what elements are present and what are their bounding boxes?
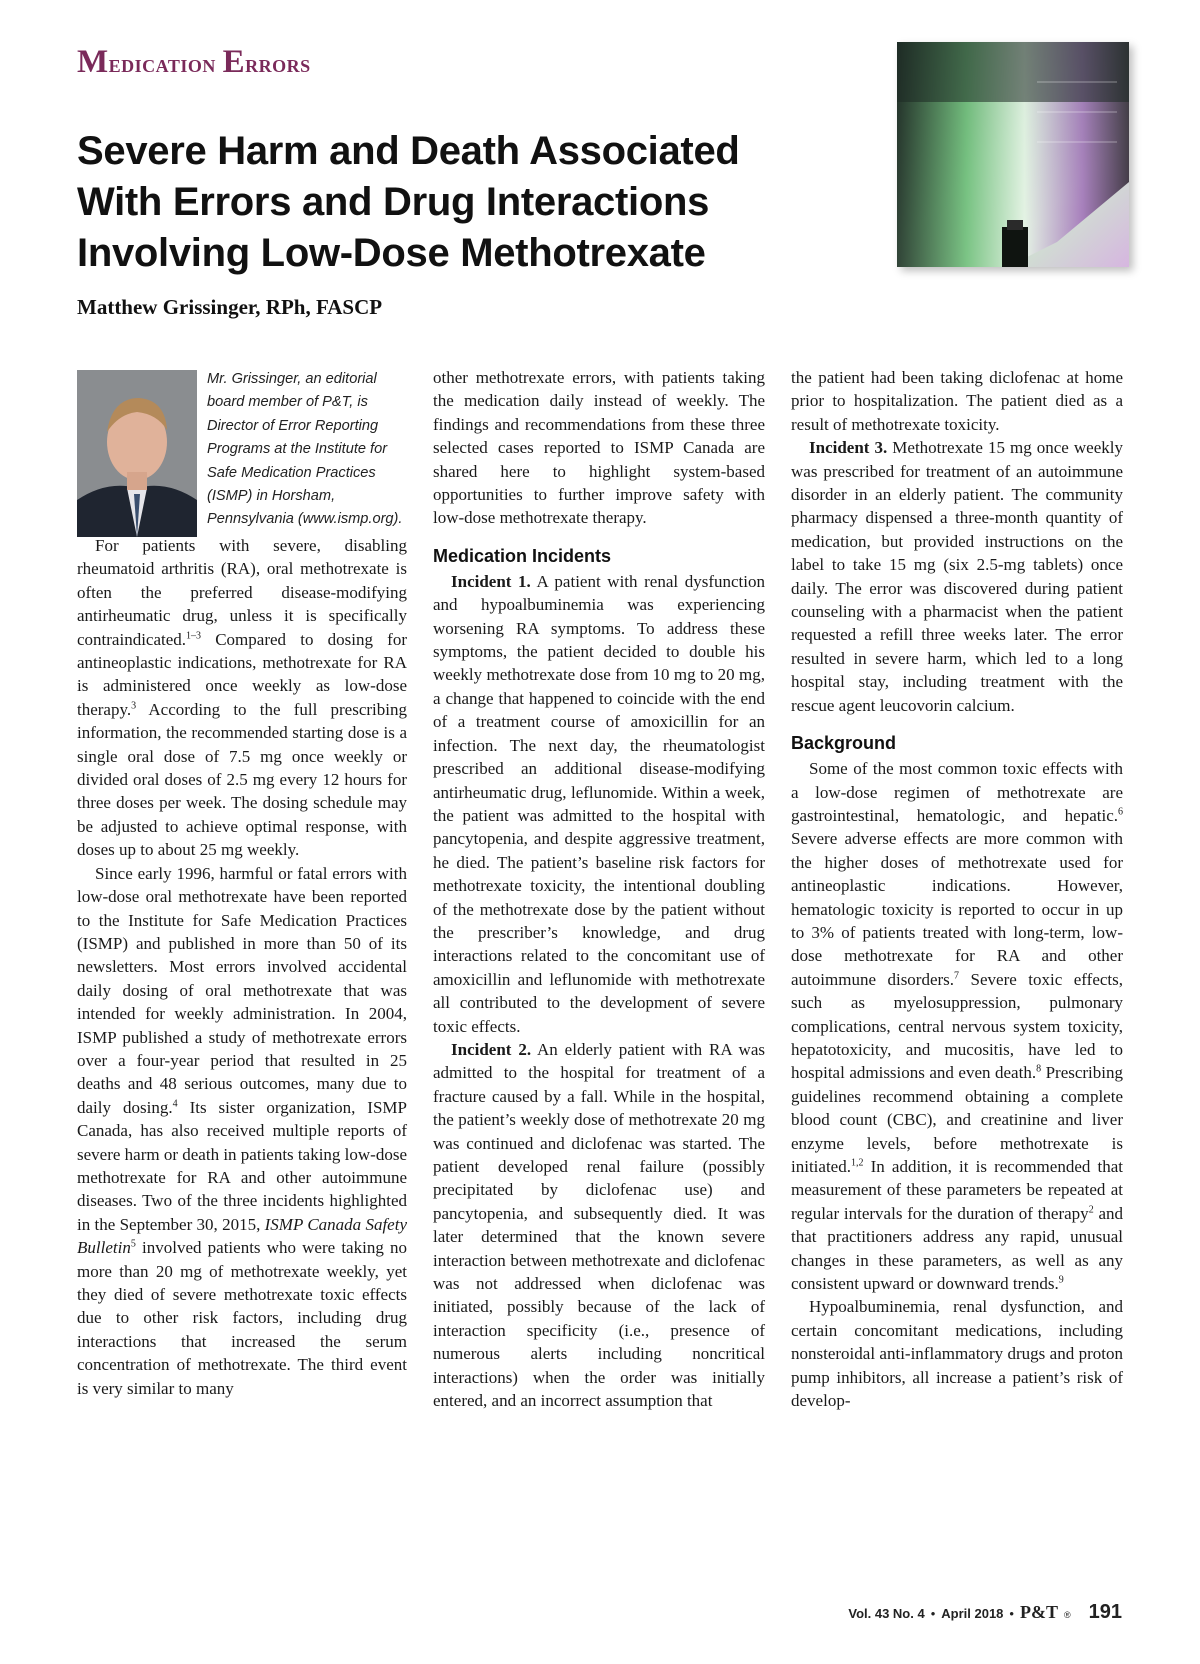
- author-byline: Matthew Grissinger, RPh, FASCP: [77, 295, 383, 319]
- citation: 3: [131, 700, 137, 712]
- citation: 6: [1118, 806, 1123, 818]
- paragraph: [77, 862, 407, 1400]
- incident-label: Incident 3.: [809, 438, 888, 458]
- journal-name: P&T: [1019, 1602, 1058, 1622]
- paragraph: [433, 570, 765, 1038]
- paragraph: the patient had been taking diclofenac at home prior to hospitalization. The patient died as a result of methotrexate toxicity.: [791, 368, 1123, 434]
- separator: •: [1009, 1606, 1014, 1621]
- separator: •: [930, 1606, 936, 1621]
- section-label-cap-2: E: [222, 44, 246, 80]
- text-run: Severe adverse effects are more common with the higher doses of methotrexate used for antineoplastic indications. However, hematologic toxicity is reported to occur in up to 3% of patients treated with long-term, low-dose methotrexate for RA and other autoimmune disorders.: [791, 829, 1123, 989]
- text-run: In addition, it is recommended that measurement of these parameters be repeated at regular intervals for the duration of therapy: [791, 1157, 1123, 1223]
- text-run: and that practitioners address any rapid, unusual changes in these parameters, as well as any consistent upward or downward trends.: [791, 1203, 1124, 1294]
- text-run: Methotrexate 15 mg once weekly was prescribed for treatment of an autoimmune disorder in an elderly patient. The community pharmacy dispensed a three-month quantity of medication, but provided instructions on the label to take 15 mg (six 2.5-mg tablets) once daily. The error was discovered during patient counseling with a pharmacist when the patient requested a refill three weeks later. The error resulted in severe harm, which led to a long hospital stay, including treatment with the rescue agent leucovorin calcium.: [791, 438, 1123, 715]
- paragraph: [77, 534, 407, 862]
- text-run: involved patients who were taking no more than 20 mg of methotrexate weekly, yet they died of severe methotrexate toxic effects due to other risk factors, including drug interactions that increased the serum concentration of methotrexate. The third event is very similar to many: [77, 1238, 407, 1398]
- text-run: Some of the most common toxic effects with a low-dose regimen of methotrexate are gastrointestinal, hematologic, and hepatic.: [791, 759, 1123, 825]
- page-footer: [848, 1601, 1122, 1624]
- article-title: [77, 126, 777, 279]
- title-line: With Errors and Drug Interactions: [77, 180, 710, 224]
- section-label: [77, 44, 311, 81]
- citation: 9: [1058, 1274, 1064, 1286]
- column-1: [77, 534, 407, 1400]
- page-number: 191: [1088, 1601, 1122, 1623]
- hero-image: [897, 42, 1129, 267]
- text-run: An elderly patient with RA was admitted to the hospital for treatment of a fracture caused by a fall. While in the hospital, the patient’s weekly dose of methotrexate 20 mg was continued and diclofenac was started. The patient developed renal failure (possibly precipitated by diclofenac use) and pancytopenia, and subsequently died. It was later determined that the known severe interaction between methotrexate and diclofenac was not addressed when diclofenac was initiated, possibly because of the lack of interaction specificity (i.e., presence of numerous alerts including noncritical interactions) when the order was initially entered, and an incorrect assumption that: [433, 1039, 765, 1411]
- paragraph: [791, 757, 1123, 1295]
- text-run: According to the full prescribing information, the recommended starting dose is a single oral dose of 7.5 mg once weekly or divided oral doses of 2.5 mg every 12 hours for three doses per week. The dosing schedule may be adjusted to achieve optimal response, with doses up to about 25 mg weekly.: [77, 699, 407, 860]
- volume-issue: Vol. 43 No. 4: [848, 1606, 925, 1621]
- author-photo: [77, 370, 197, 537]
- citation: 8: [1036, 1063, 1042, 1075]
- title-line: Severe Harm and Death Associated: [77, 129, 740, 173]
- section-label-cap-1: M: [77, 44, 109, 80]
- author-portrait: [77, 370, 197, 537]
- paragraph: Hypoalbuminemia, renal dysfunction, and certain concomitant medications, including nonsteroidal anti-inflammatory drugs and proton pump inhibitors, all increase a patient’s risk of develop-: [791, 1297, 1123, 1411]
- bulletin-title: ISMP Canada Safety Bulletin: [77, 1214, 407, 1258]
- text-run: Prescribing guidelines recommend obtaining a complete blood count (CBC), and creatinine and liver enzyme levels, before methotrexate is initiated.: [791, 1063, 1124, 1176]
- column-2: [433, 366, 765, 1412]
- citation: 2: [1088, 1204, 1094, 1216]
- column-3: [791, 366, 1123, 1412]
- citation: 1–3: [186, 629, 202, 641]
- section-label-rest-1: edication: [108, 51, 216, 78]
- text-run: Since early 1996, harmful or fatal errors with low-dose oral methotrexate have been reported to the Institute for Safe Medication Practices (ISMP) and published in more than 50 of its newsletters. Most errors involved accidental daily dosing of oral methotrexate that was intended for weekly administration. In 2004, ISMP published a study of methotrexate errors over a four-year period that resulted in 25 deaths and 48 serious outcomes, many due to daily dosing.: [77, 863, 407, 1117]
- incident-label: Incident 1.: [451, 571, 531, 591]
- paragraph: [791, 436, 1123, 717]
- text-run: For patients with severe, disabling rheumatoid arthritis (RA), oral methotrexate is often the preferred disease-modifying antirheumatic drug, unless it is specifically contraindicated.: [77, 536, 407, 649]
- iv-bag-illustration: [897, 42, 1129, 267]
- title-line: Involving Low-Dose Methotrexate: [77, 231, 706, 275]
- issue-date: April 2018: [941, 1606, 1004, 1621]
- incident-label: Incident 2.: [451, 1039, 532, 1059]
- author-bio: Mr. Grissinger, an editorial board member of P&T, is Director of Error Reporting Programs at the Institute for Safe Medication Practices (ISMP) in Horsham, Pennsylvania (www.ismp.org).: [207, 371, 403, 528]
- citation: 7: [954, 970, 960, 982]
- section-heading: Medication Incidents: [433, 545, 612, 566]
- section-heading: Background: [791, 733, 897, 754]
- section-label-rest-2: rrors: [245, 51, 311, 78]
- paragraph: [433, 1038, 765, 1413]
- citation: 5: [130, 1238, 136, 1250]
- text-run: Its sister organization, ISMP Canada, has also received multiple reports of severe harm or death in patients taking low-dose methotrexate for RA and other autoimmune diseases. Two of the three incidents highlighted in the September 30, 2015,: [77, 1097, 407, 1234]
- registered-mark: ®: [1063, 1610, 1071, 1620]
- text-run: Severe toxic effects, such as myelosuppression, pulmonary complications, central nervous system toxicity, hepatotoxicity, and mucositis, have led to hospital admissions and even death.: [791, 969, 1123, 1083]
- citation: 1,2: [850, 1157, 864, 1169]
- citation: 4: [172, 1098, 178, 1110]
- text-run: A patient with renal dysfunction and hypoalbuminemia was experiencing worsening RA symptoms. To address these symptoms, the patient decided to double his weekly methotrexate dose from 10 mg to 20 mg, a change that happened to coincide with the end of a treatment course of amoxicillin for an infection. The next day, the rheumatologist prescribed an additional disease-modifying antirheumatic drug, leflunomide. Within a week, the patient was admitted to the hospital with pancytopenia, and despite aggressive treatment, he died. The patient’s baseline risk factors for methotrexate toxicity, the intentional doubling of the methotrexate dose by the patient without the prescriber’s knowledge, and drug interactions related to the concomitant use of amoxicillin and leflunomide with methotrexate all contributed to the development of severe toxic effects.: [433, 571, 765, 1036]
- paragraph: other methotrexate errors, with patients taking the medication daily instead of weekly. The findings and recommendations from these three selected cases reported to ISMP Canada are shared here to highlight system-based opportunities to further improve safety with low-dose methotrexate therapy.: [433, 368, 765, 528]
- text-run: Compared to dosing for antineoplastic indications, methotrexate for RA is administered once weekly as low-dose therapy.: [77, 629, 407, 719]
